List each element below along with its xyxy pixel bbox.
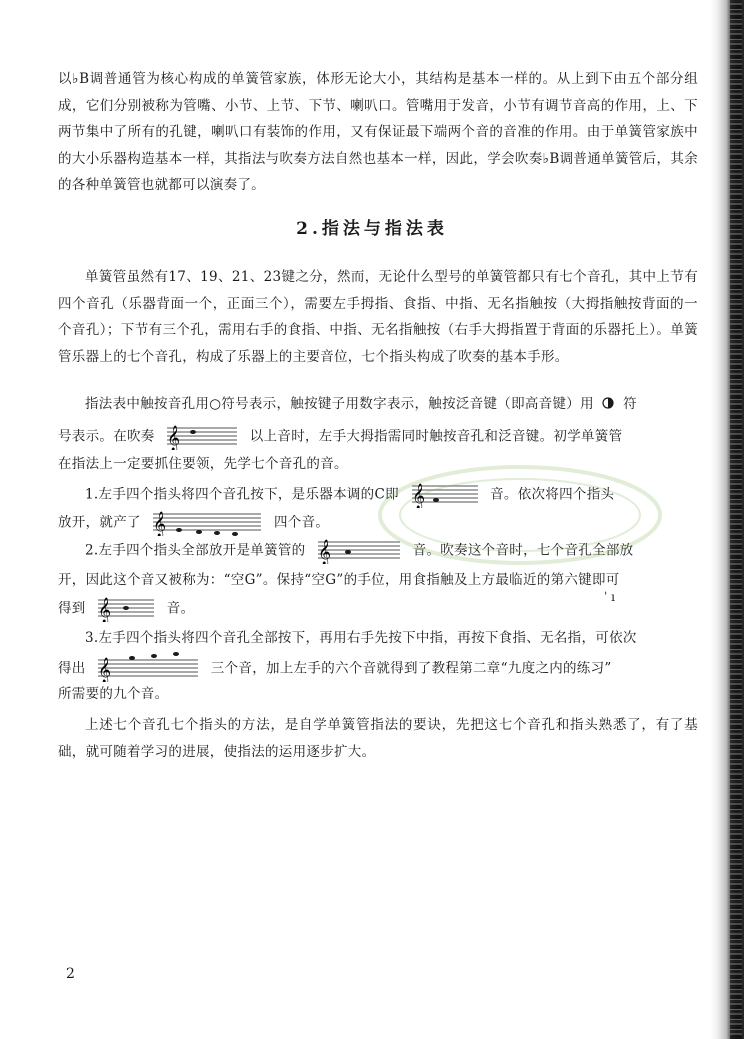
intro-paragraph: 以♭B调普通管为核心构成的单簧管家族，体形无论大小，其结构是基本一样的。从上到下由五个部分组成，它们分别被称为管嘴、小节、上节、下节、喇叭口。管嘴用于发音，小节有调节音高的作用，上、下两节集中了所有的孔键，喇叭口有装饰的作用，又有保证最下端两个音的音准的作用。由于单簧管家族中的大小乐器构造基本一样，其指法与吹奏方法自然也基本一样，因此，学会吹奏♭B调普通单簧管后，其余的各种单簧管也就都可以演奏了。 — [58, 71, 698, 193]
section-heading: 2.指法与指法表 — [296, 219, 448, 239]
half-filled-circle-icon — [602, 397, 614, 413]
symbol-text-b: 符 — [623, 396, 637, 412]
item-2-text-d: 音。 — [166, 600, 195, 617]
item-2-text-a: 2.左手四个指头全部放开是单簧管的 — [85, 542, 306, 559]
treble-clef-staff-icon — [96, 592, 156, 626]
item-2-text-b: 音。吹奏这个音时，七个音孔全部放 — [412, 542, 634, 559]
svg-text:𝄞: 𝄞 — [153, 512, 167, 536]
item-1-text-b: 音。依次将四个指头 — [490, 486, 615, 503]
treble-clef-staff-icon — [316, 534, 402, 568]
stray-mark: ˈ ı — [604, 590, 615, 604]
item-3-text-a: 得出 — [58, 660, 86, 677]
svg-text:𝄞: 𝄞 — [98, 598, 112, 622]
item-1-text-d: 四个音。 — [274, 514, 330, 531]
item-1-text-a: 1.左手四个指头将四个音孔按下，是乐器本调的C即 — [85, 486, 399, 503]
symbol-text-a: 指法表中触按音孔用○符号表示，触按键子用数字表示，触按泛音键（即高音键）用 — [85, 396, 594, 412]
treble-clef-staff-icon — [96, 652, 200, 686]
svg-text:𝄞: 𝄞 — [167, 426, 181, 450]
symbol-line-3: 在指法上一定要抓住要领，先学七个音孔的音。 — [58, 456, 348, 472]
symbol-line-1 — [85, 392, 735, 413]
page-number: 2 — [66, 966, 75, 982]
item-1-text-c: 放开，就产了 — [58, 514, 141, 531]
svg-text:𝄞: 𝄞 — [411, 484, 425, 508]
svg-text:𝄞: 𝄞 — [318, 540, 332, 564]
closing-paragraph: 上述七个音孔七个指头的方法，是自学单簧管指法的要诀，先把这七个音孔和指头熟悉了，有了基础，就可随着学习的进展，使指法的运用逐步扩大。 — [58, 717, 698, 760]
scan-edge-noise — [730, 0, 742, 1039]
item-2-line-1 — [85, 534, 735, 568]
fingering-paragraph: 单簧管虽然有17、19、21、23键之分，然而，无论什么型号的单簧管都只有七个音孔，其中上节有四个音孔（乐器背面一个，正面三个），需要左手拇指、食指、中指、无名指触按（大拇指触按背面的一个音孔）；下节有三个孔，需用右手的食指、中指、无名指触按（右手大拇指置于背面的乐器托上）。单簧管乐器上的七个音孔，构成了乐器上的主要音位，七个指头构成了吹奏的基本手形。 — [58, 269, 698, 365]
item-3-line-2 — [58, 652, 708, 686]
symbol-line-2 — [58, 420, 708, 454]
svg-text:𝄞: 𝄞 — [98, 658, 112, 682]
item-3-line-3: 所需要的九个音。 — [58, 686, 169, 702]
item-2-text-c: 得到 — [58, 600, 86, 617]
item-3-line-1: 3.左手四个指头将四个音孔全部按下，再用右手先按下中指，再按下食指、无名指，可依次 — [85, 630, 637, 646]
item-3-text-b: 三个音，加上左手的六个音就得到了教程第二章“九度之内的练习” — [210, 660, 612, 677]
treble-clef-staff-icon — [165, 420, 239, 454]
symbol-text-c: 号表示。在吹奏 — [58, 428, 155, 445]
item-2-line-2: 开，因此这个音又被称为：“空G”。保持“空G”的手位，用食指触及上方最临近的第六键即可 — [58, 572, 620, 588]
symbol-text-d: 以上音时，左手大拇指需同时触按音孔和泛音键。初学单簧管 — [249, 428, 623, 445]
